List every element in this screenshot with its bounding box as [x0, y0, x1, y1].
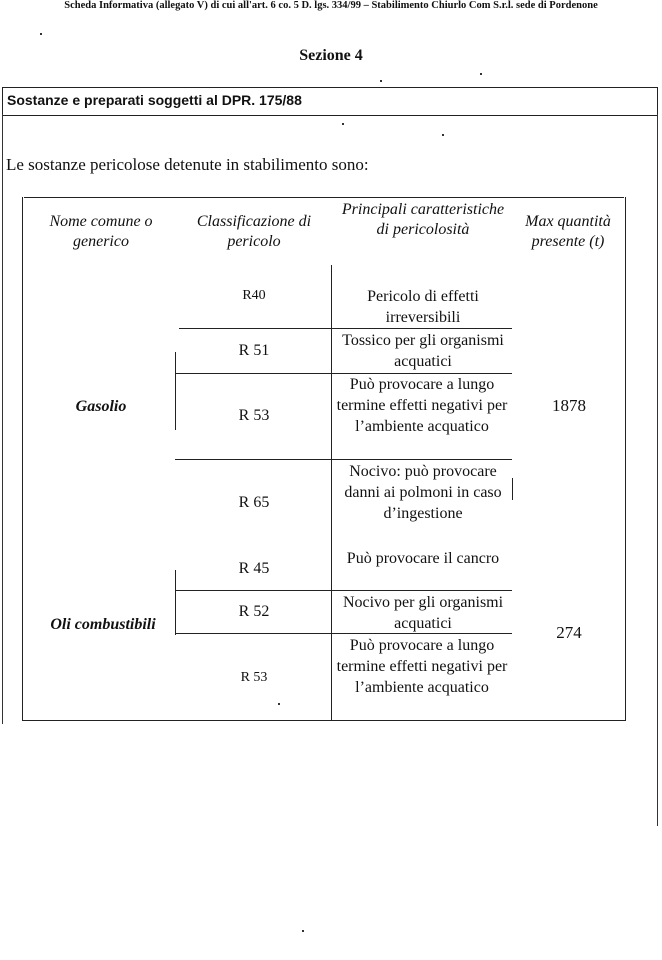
risk-code: R 52: [238, 603, 270, 620]
page-left-rule: [2, 114, 3, 724]
subject-box: [2, 87, 658, 116]
table-bottom-rule: [22, 720, 626, 721]
header-quantity: Max quantità presente (t): [525, 213, 611, 250]
document-header: Scheda Informativa (allegato V) di cui all'art. 6 co. 5 D. lgs. 334/99 – Stabilimento Chiurlo Com S.r.l. sede di Pordenone: [64, 0, 598, 11]
risk-description: Nocivo per gli organismi acquatici: [342, 594, 504, 632]
table-right-rule: [625, 197, 626, 721]
header-characteristics: Principali caratteristiche di pericolosità: [341, 201, 505, 238]
section-title: Sezione 4: [299, 47, 363, 64]
risk-description: Tossico per gli organismi acquatici: [342, 332, 504, 370]
risk-code: R40: [242, 288, 266, 303]
risk-code: R 51: [238, 342, 270, 359]
column-divider: [331, 265, 332, 721]
scan-speck: [442, 134, 444, 136]
column-divider: [175, 570, 176, 635]
risk-code: R 65: [238, 494, 270, 511]
scan-speck: [342, 123, 344, 125]
risk-description: Pericolo di effetti irreversibili: [367, 288, 479, 326]
column-divider: [175, 352, 176, 430]
scan-speck: [40, 33, 42, 35]
risk-description: Può provocare il cancro: [346, 550, 500, 567]
intro-text: Le sostanze pericolose detenute in stabilimento sono:: [6, 155, 369, 174]
max-quantity: 274: [556, 623, 582, 642]
row-divider: [175, 590, 512, 591]
scan-speck: [302, 930, 304, 932]
table-top-rule: [24, 197, 624, 198]
scan-speck: [480, 73, 482, 75]
risk-description: Può provocare a lungo termine effetti negativi per l’ambiente acquatico: [336, 376, 508, 435]
column-divider: [512, 478, 513, 500]
row-divider: [175, 459, 512, 460]
risk-description: Nocivo: può provocare danni ai polmoni in caso d’ingestione: [344, 463, 502, 522]
header-name: Nome comune o generico: [49, 213, 153, 250]
risk-code: R 53: [240, 670, 268, 685]
substance-name: Oli combustibili: [50, 616, 156, 633]
risk-code: R 53: [238, 407, 270, 424]
scan-speck: [278, 703, 280, 705]
risk-code: R 45: [238, 560, 270, 577]
substance-name: Gasolio: [75, 398, 127, 415]
header-classification: Classificazione di pericolo: [196, 213, 312, 250]
table-left-rule: [22, 197, 23, 721]
scan-speck: [380, 80, 382, 82]
row-divider: [179, 328, 512, 329]
risk-description: Può provocare a lungo termine effetti negativi per l’ambiente acquatico: [336, 637, 508, 696]
page-right-rule: [657, 114, 658, 826]
max-quantity: 1878: [552, 396, 586, 415]
subject-heading: Sostanze e preparati soggetti al DPR. 175/88: [7, 92, 302, 108]
